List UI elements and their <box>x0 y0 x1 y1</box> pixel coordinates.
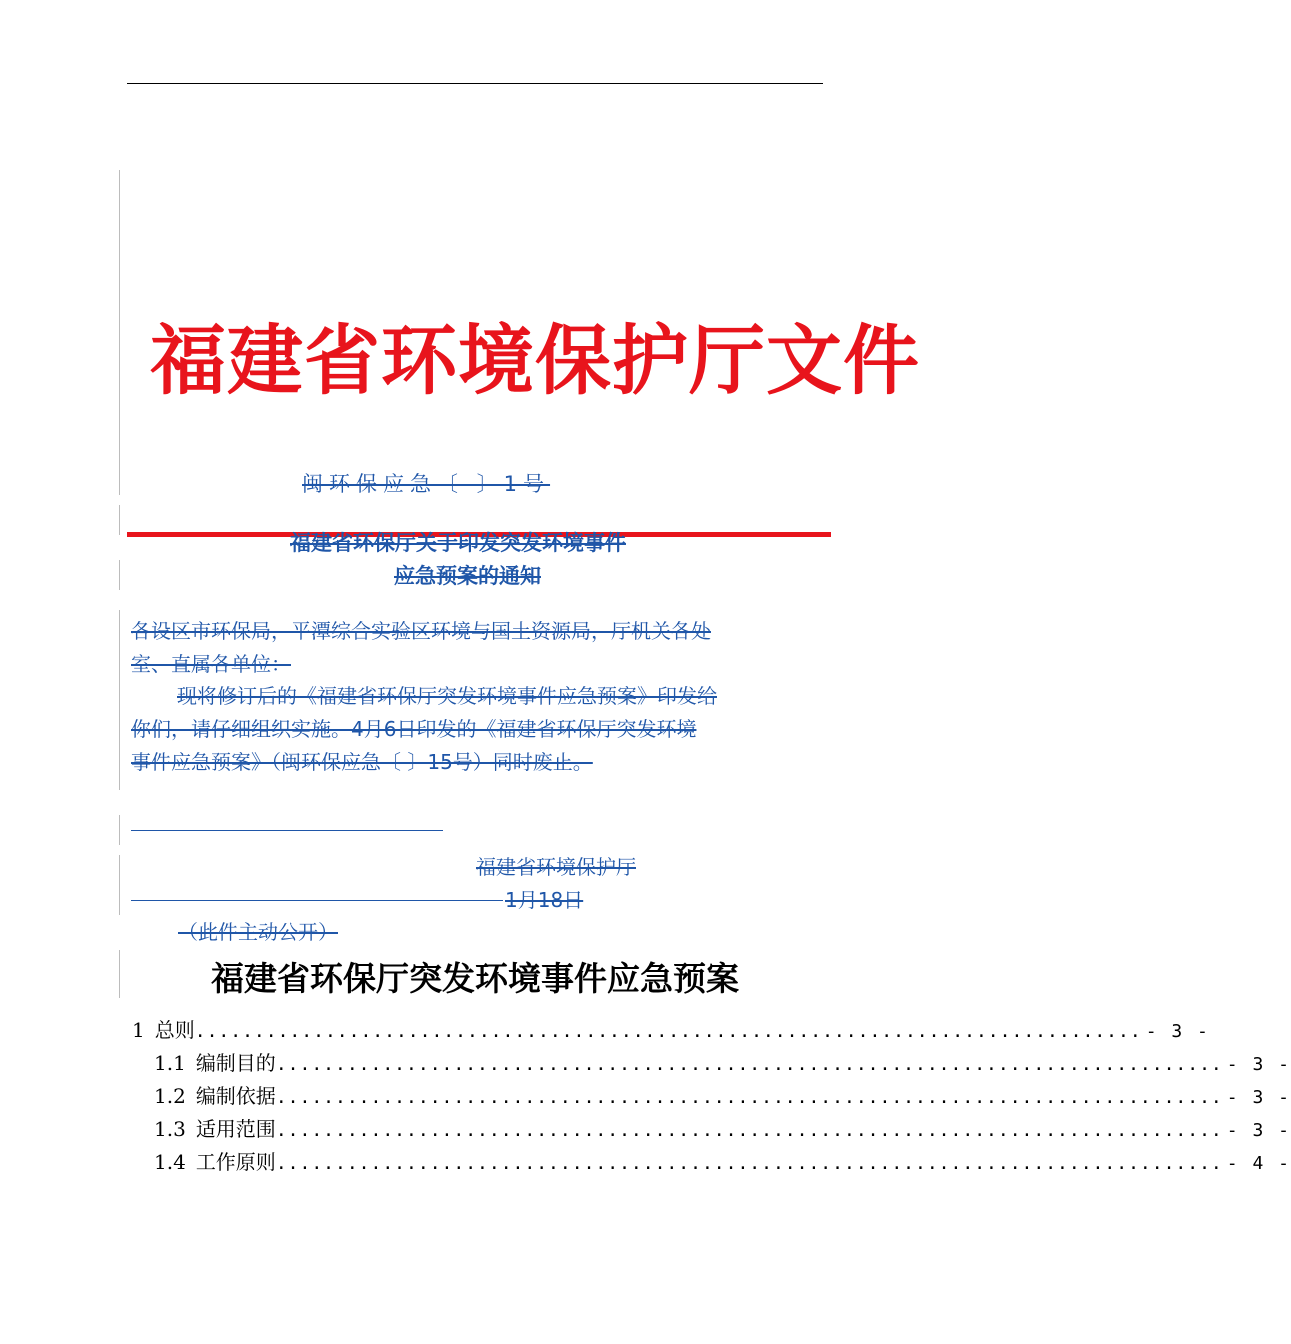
revision-margin-bar <box>119 505 120 535</box>
signature-blank-line <box>131 900 503 901</box>
page-top-rule <box>127 83 823 84</box>
addressee-line: 室、直属各单位： <box>131 652 291 676</box>
toc-number: 1.4 <box>154 1150 186 1174</box>
toc-leader: ................................................................................ <box>194 1021 1142 1042</box>
toc-number: 1 <box>132 1018 145 1042</box>
toc-page: - 3 - <box>1226 1087 1291 1108</box>
toc-entry[interactable] <box>132 1047 1291 1080</box>
toc-leader: ................................................................................ <box>275 1054 1223 1075</box>
revision-margin-bar <box>119 170 120 495</box>
toc-entry[interactable] <box>132 1113 1291 1146</box>
toc-text: 编制目的 <box>195 1051 276 1075</box>
revision-margin-bar <box>119 855 120 915</box>
addressee <box>131 615 711 681</box>
toc-leader: ................................................................................ <box>275 1087 1223 1108</box>
toc-text: 编制依据 <box>195 1084 276 1108</box>
toc-entry[interactable] <box>132 1014 1210 1047</box>
revision-margin-bar <box>119 560 120 590</box>
signing-authority: 福建省环境保护厅 <box>476 855 636 879</box>
revision-margin-bar <box>119 610 120 790</box>
toc-page: - 4 - <box>1226 1153 1291 1174</box>
toc-text: 总则 <box>154 1018 195 1042</box>
red-masthead: 福建省环境保护厅文件 <box>150 316 920 405</box>
toc-entry[interactable] <box>132 1080 1291 1113</box>
document-number: 闽环保应急〔 〕1号 <box>302 472 551 496</box>
body-line: 你们，请仔细组织实施。4月6日印发的《福建省环保厅突发环境 <box>131 717 697 741</box>
toc-number: 1.2 <box>154 1084 186 1108</box>
toc-text: 工作原则 <box>195 1150 276 1174</box>
notice-body <box>131 680 717 779</box>
signature-blank-line <box>131 830 443 831</box>
addressee-line: 各设区市环保局，平潭综合实验区环境与国土资源局，厅机关各处 <box>131 619 711 643</box>
signing-date: 1月18日 <box>505 888 584 912</box>
publicity-note: （此件主动公开） <box>178 920 338 944</box>
toc-page: - 3 - <box>1226 1120 1291 1141</box>
notice-title-line-1: 福建省环保厅关于印发突发环境事件 <box>290 531 626 555</box>
revision-margin-bar <box>119 815 120 845</box>
toc-number: 1.1 <box>154 1051 186 1075</box>
toc-text: 适用范围 <box>195 1117 276 1141</box>
body-line: 现将修订后的《福建省环保厅突发环境事件应急预案》印发给 <box>177 684 717 708</box>
toc-leader: ................................................................................ <box>275 1153 1223 1174</box>
toc-page: - 3 - <box>1145 1021 1210 1042</box>
plan-title: 福建省环保厅突发环境事件应急预案 <box>211 959 739 998</box>
toc-entry[interactable] <box>132 1146 1291 1179</box>
toc-leader: ................................................................................ <box>275 1120 1223 1141</box>
toc-number: 1.3 <box>154 1117 186 1141</box>
toc-page: - 3 - <box>1226 1054 1291 1075</box>
body-line: 事件应急预案》（闽环保应急〔 〕15号）同时废止。 <box>131 750 593 774</box>
table-of-contents <box>132 1014 1291 1179</box>
notice-title-line-2: 应急预案的通知 <box>394 564 541 588</box>
